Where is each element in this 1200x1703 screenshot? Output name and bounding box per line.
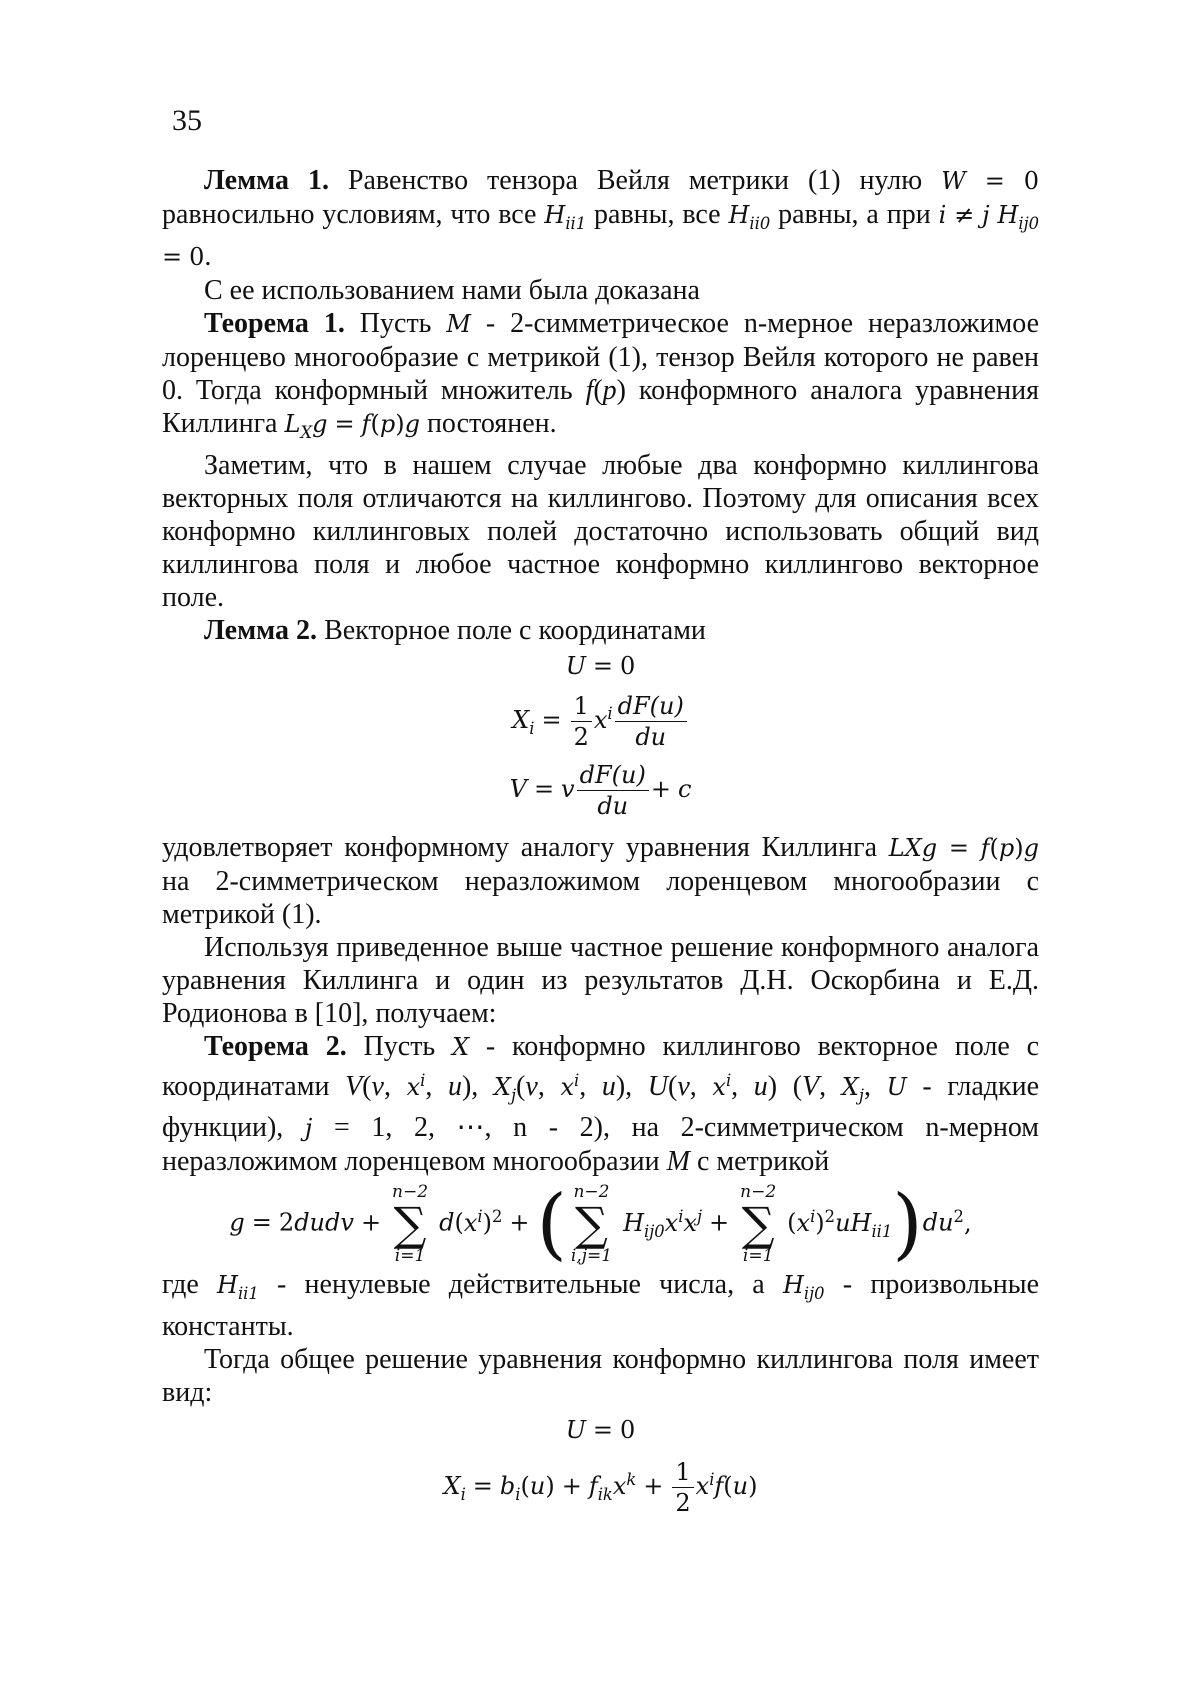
after-metric-text: - ненулевые действительные числа, а	[259, 1269, 783, 1300]
theorem1-heading: Теорема 1.	[204, 308, 345, 339]
final-paragraph: Тогда общее решение уравнения конформно киллингова поля имеет вид:	[162, 1343, 1039, 1409]
page-body	[162, 164, 1039, 1520]
theorem2-text: Пусть	[347, 1031, 452, 1062]
equation-u-zero: U = 0	[162, 649, 1039, 683]
transition-paragraph: С ее использованием нами была доказана	[162, 274, 1039, 307]
lemma1-text: равны, все	[586, 199, 728, 230]
lemma1-text: равносильно условиям, что все	[162, 199, 544, 230]
equation-xi-general: Xi = bi(u) + fikxk + 1 2 xif(u)	[162, 1457, 1039, 1518]
page-number: 35	[172, 104, 202, 138]
theorem1-text: - 2-симметрическое n-мерное неразложимое лоренцево многообразие с метрикой (1), тензор Вейля которого не равен 0. Тогда конформный множитель	[162, 308, 1039, 406]
lemma2-text: на 2-симметрическом неразложимом лоренцевом многообразии с метрикой (1).	[162, 866, 1039, 930]
lemma1-text: .	[204, 241, 211, 272]
lemma1-paragraph: Лемма 1. Равенство тензора Вейля метрики (1) нулю W = 0 равносильно условиям, что все Hii1 равны, все Hii0 равны, а при i ≠ j Hij0 = 0.	[162, 164, 1039, 274]
lemma1-text: равны, а при	[770, 199, 938, 230]
equation-xi-lemma2: Xi = 1 2 xi dF(u) du	[162, 691, 1039, 752]
after-metric-text: где	[162, 1269, 217, 1300]
after-metric-text: - произвольные константы.	[162, 1269, 1039, 1342]
lemma1-heading: Лемма 1.	[204, 165, 329, 196]
theorem1-text: Пусть	[345, 308, 447, 339]
equation-u-zero-2: U = 0	[162, 1413, 1039, 1447]
theorem2-text: с метрикой	[690, 1146, 829, 1177]
lemma2-conclusion: удовлетворяет конформному аналогу уравнения Киллинга LXg = f(p)g на 2-симметрическом неразложимом лоренцевом многообразии с метрикой (1).	[162, 831, 1039, 931]
theorem1-text: постоянен.	[420, 408, 557, 439]
lemma2-text: Векторное поле с координатами	[317, 615, 706, 646]
lemma2-text: удовлетворяет конформному аналогу уравнения Киллинга	[162, 832, 889, 863]
using-paragraph: Используя приведенное выше частное решение конформного аналога уравнения Киллинга и один из результатов Д.Н. Оскорбина и Е.Д. Родионова в [10], получаем:	[162, 931, 1039, 1030]
after-metric-paragraph: где Hii1 - ненулевые действительные числа, а Hij0 - произвольные константы.	[162, 1268, 1039, 1343]
theorem2-text: - гладкие функции),	[162, 1071, 1039, 1144]
theorem1-text: конформного аналога уравнения Киллинга	[162, 375, 1039, 439]
theorem2-heading: Теорема 2.	[204, 1031, 347, 1062]
theorem2-text: - конформно киллингово векторное поле с координатами	[162, 1031, 1039, 1102]
document-page	[0, 0, 1200, 1703]
metric-equation: g = 2dudv + n−2 ∑ i=1 d(xi)2 + ( n−2 ∑ i,j=1 Hij0xixj + n−2 ∑ i=1 (xi)2uHii1)du2,	[162, 1182, 1039, 1266]
equation-v-lemma2: V = v dF(u) du + c	[162, 760, 1039, 821]
theorem2-paragraph: Теорема 2. Пусть X - конформно киллингово векторное поле с координатами V(v, xi, u), Xj(v, xi, u), U(v, xi, u) (V, Xj, U - гладкие функции), j = 1, 2, ⋯, n - 2), на 2-симметрическом n-мерном неразложимом лоренцевом многообразии M с метрикой	[162, 1030, 1039, 1179]
theorem1-paragraph: Теорема 1. Пусть M - 2-симметрическое n-мерное неразложимое лоренцево многообразие с метрикой (1), тензор Вейля которого не равен 0. Тогда конформный множитель f(p) конформного аналога уравнения Киллинга LXg = f(p)g постоянен.	[162, 307, 1039, 449]
lemma1-text: Равенство тензора Вейля метрики (1) нулю	[329, 165, 941, 196]
lemma2-heading: Лемма 2.	[204, 615, 317, 646]
theorem2-text: , на 2-симметрическом n-мерном неразложимом лоренцевом многообразии	[162, 1112, 1039, 1177]
remark-paragraph: Заметим, что в нашем случае любые два конформно киллингова векторных поля отличаются на киллингово. Поэтому для описания всех конформно киллинговых полей достаточно использовать общий вид киллингова поля и любое частное конформно киллингово векторное поле.	[162, 449, 1039, 614]
lemma2-paragraph	[162, 614, 1039, 647]
